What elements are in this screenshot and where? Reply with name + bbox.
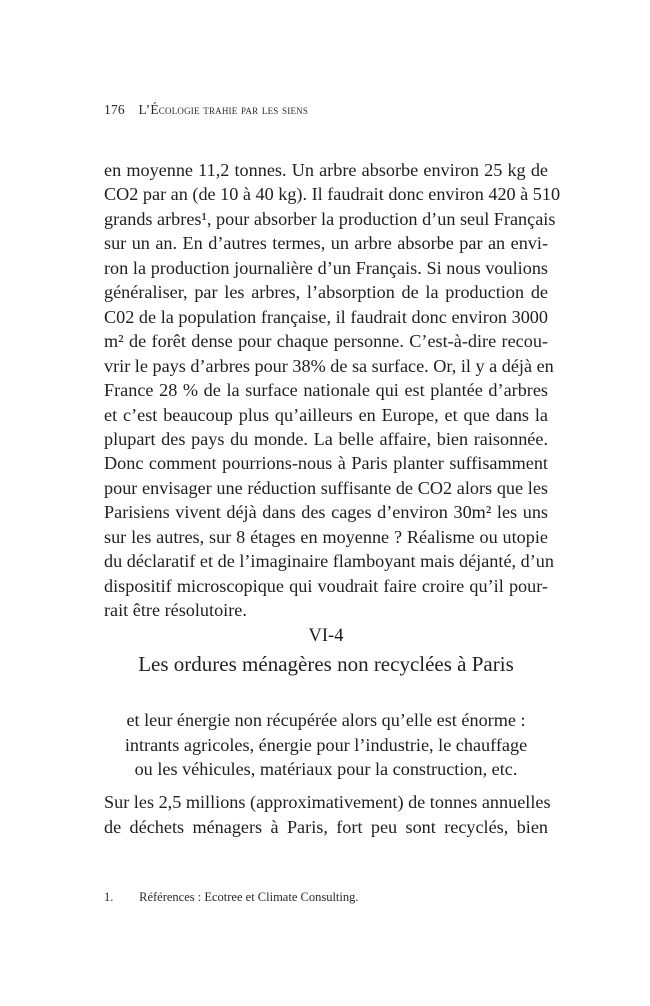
text-line: généraliser, par les arbres, l’absorption de la production de <box>104 282 548 303</box>
text-line: plupart des pays du monde. La belle affaire, bien raisonnée. <box>104 428 548 449</box>
section-subtitle <box>104 708 548 782</box>
text-line: Sur les 2,5 millions (approximativement) de tonnes annuelles <box>104 792 551 812</box>
text-line: de déchets ménagers à Paris, fort peu sont recyclés, bien <box>104 816 548 837</box>
text-line: Parisiens vivent déjà dans des cages d’environ 30m² les uns <box>104 502 548 523</box>
footnote-number: 1. <box>104 890 114 904</box>
text-line: France 28 % de la surface nationale qui est plantée d’arbres <box>104 380 548 401</box>
text-line: m² de forêt dense pour chaque personne. C’est-à-dire recou- <box>104 331 548 352</box>
section-title: Les ordures ménagères non recyclées à Paris <box>138 652 514 676</box>
running-title: L’Écologie trahie par les siens <box>138 102 309 117</box>
paragraph-1 <box>104 158 561 623</box>
running-header <box>104 102 308 118</box>
text-line: en moyenne 11,2 tonnes. Un arbre absorbe environ 25 kg de <box>104 160 548 180</box>
text-line: dispositif microscopique qui voudrait faire croire qu’il pour- <box>104 575 548 596</box>
text-line: C02 de la population française, il faudrait donc environ 3000 <box>104 306 548 327</box>
text-line: et c’est beaucoup plus qu’ailleurs en Europe, et que dans la <box>104 404 548 425</box>
section-number: VI-4 <box>308 626 344 646</box>
text-line: du déclaratif et de l’imaginaire flamboyant mais déjanté, d’un <box>104 551 554 572</box>
text-line: vrir le pays d’arbres pour 38% de sa surface. Or, il y a déjà en <box>104 355 554 376</box>
footnote-text: Références : Ecotree et Climate Consulting. <box>139 890 359 904</box>
text-line: Donc comment pourrions-nous à Paris planter suffisamment <box>104 453 548 474</box>
text-line: ron la production journalière d’un Français. Si nous voulions <box>104 257 548 278</box>
text-line: CO2 par an (de 10 à 40 kg). Il faudrait donc environ 420 à 510 <box>104 184 561 205</box>
subtitle-line: ou les véhicules, matériaux pour la construction, etc. <box>134 759 518 779</box>
text-line: rait être résolutoire. <box>104 600 247 621</box>
page-number: 176 <box>104 102 125 117</box>
subtitle-line: intrants agricoles, énergie pour l’industrie, le chauffage <box>124 734 528 755</box>
text-line: pour envisager une réduction suffisante de CO2 alors que les <box>104 477 548 498</box>
paragraph-2 <box>104 790 551 839</box>
text-line: sur les autres, sur 8 étages en moyenne ? Réalisme ou utopie <box>104 526 548 547</box>
footnote <box>104 890 359 905</box>
text-line: sur un an. En d’autres termes, un arbre absorbe par an envi- <box>104 233 548 254</box>
subtitle-line: et leur énergie non récupérée alors qu’elle est énorme : <box>126 710 526 730</box>
text-line: grands arbres¹, pour absorber la production d’un seul Français <box>104 208 556 229</box>
